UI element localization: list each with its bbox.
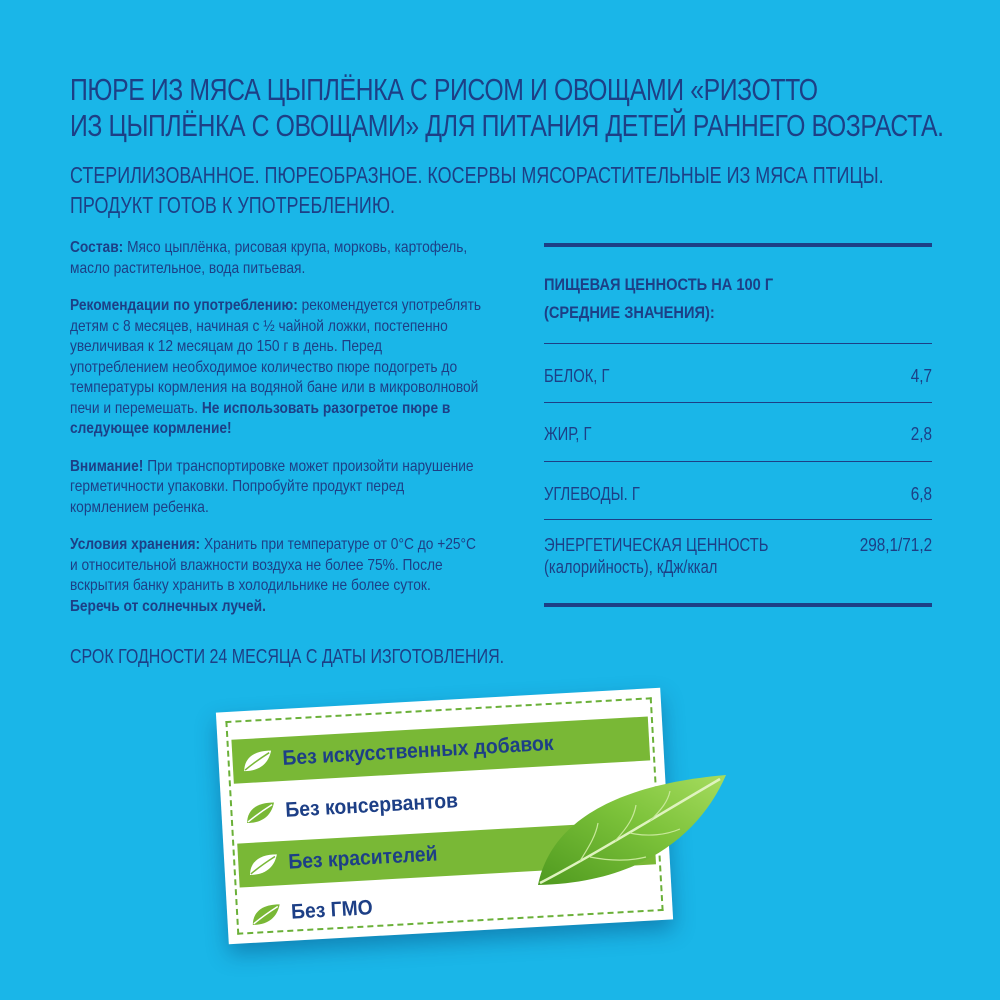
recommendations-text-5: температуры кормления на водяной бане или в микроволновой — [70, 379, 479, 396]
product-title — [70, 72, 950, 144]
recommendations-text-4: употреблением необходимое количество пюре подогреть до — [70, 358, 458, 376]
badge-text: Без красителей — [287, 842, 439, 874]
recommendations-text-2: детям с 8 месяцев, начиная с ½ чайной ложки, постепенно — [70, 317, 448, 335]
shelf-life-text: СРОК ГОДНОСТИ 24 МЕСЯЦА С ДАТЫ ИЗГОТОВЛЕНИЯ. — [70, 646, 505, 668]
badge-text: Без консервантов — [284, 789, 459, 822]
nutrition-value: 4,7 — [910, 366, 932, 386]
nutrition-label: ЖИР, Г — [544, 424, 592, 444]
nutrition-heading-2: (СРЕДНИЕ ЗНАЧЕНИЯ): — [544, 303, 715, 322]
nutrition-value: 298,1/71,2 — [859, 535, 932, 555]
shelf-life — [70, 644, 530, 670]
product-info — [70, 238, 515, 634]
title-line-1: ПЮРЕ ИЗ МЯСА ЦЫПЛЁНКА С РИСОМ И ОВОЩАМИ «РИЗОТТО — [70, 72, 818, 107]
title-line-2: ИЗ ЦЫПЛЁНКА С ОВОЩАМИ» ДЛЯ ПИТАНИЯ ДЕТЕЙ РАННЕГО ВОЗРАСТА. — [70, 108, 944, 143]
storage-warning: Беречь от солнечных лучей. — [70, 597, 266, 615]
leaf-icon — [237, 841, 289, 888]
nutrition-table — [544, 243, 932, 607]
badge-text: Без ГМО — [290, 896, 374, 924]
subtitle-line-2: ПРОДУКТ ГОТОВ К УПОТРЕБЛЕНИЮ. — [70, 192, 395, 218]
storage-text-3: вскрытия банку хранить в холодильнике не более суток. — [70, 577, 431, 594]
storage-text-2: и относительной влажности воздуха не более 75%. После — [70, 556, 443, 574]
warning-block — [70, 457, 515, 519]
nutrition-row-protein — [544, 343, 932, 402]
recommendations-text-6: печи и перемешать. — [70, 399, 199, 417]
composition-label: Состав: — [70, 239, 124, 256]
leaf-icon — [231, 737, 283, 784]
recommendations-warning-2: следующее кормление! — [70, 420, 232, 437]
recommendations-text-3: увеличивая к 12 месяцам до 150 г в день. Перед — [70, 338, 383, 355]
warning-text-1: При транспортировке может произойти нарушение — [143, 457, 474, 475]
leaf-icon — [240, 891, 292, 938]
nutrition-row-fat — [544, 402, 932, 461]
storage-block — [70, 535, 515, 617]
nutrition-row-carbs — [544, 461, 932, 520]
product-subtitle — [70, 160, 950, 220]
composition-block — [70, 238, 515, 279]
storage-label: Условия хранения: — [70, 536, 201, 553]
nutrition-row-energy — [544, 519, 932, 604]
nutrition-label-units: (калорийность), кДж/ккал — [544, 557, 718, 577]
subtitle-line-1: СТЕРИЛИЗОВАННОЕ. ПЮРЕОБРАЗНОЕ. КОСЕРВЫ МЯСОРАСТИТЕЛЬНЫЕ ИЗ МЯСА ПТИЦЫ. — [70, 162, 884, 188]
recommendations-text-1: рекомендуется употреблять — [297, 297, 482, 314]
warning-label: Внимание! — [70, 457, 144, 475]
recommendations-warning-1: Не использовать разогретое пюре в — [198, 399, 451, 417]
storage-text-1: Хранить при температуре от 0°С до +25°С — [200, 536, 477, 553]
nutrition-label: БЕЛОК, Г — [544, 366, 610, 386]
recommendations-label: Рекомендации по употреблению: — [70, 297, 298, 314]
nutrition-heading-1: ПИЩЕВАЯ ЦЕННОСТЬ НА 100 Г — [544, 275, 774, 294]
warning-text-3: кормлением ребенка. — [70, 498, 209, 516]
big-leaf-icon — [530, 765, 730, 900]
warning-text-2: герметичности упаковки. Попробуйте продукт перед — [70, 478, 405, 495]
badge-text: Без искусственных добавок — [281, 731, 555, 770]
nutrition-value: 6,8 — [910, 484, 932, 504]
leaf-icon — [234, 789, 286, 836]
nutrition-heading — [544, 271, 932, 327]
recommendations-block — [70, 296, 515, 440]
nutrition-label: УГЛЕВОДЫ. Г — [544, 484, 640, 504]
nutrition-value: 2,8 — [910, 424, 932, 444]
composition-text-1: Мясо цыплёнка, рисовая крупа, морковь, картофель, — [123, 239, 468, 256]
nutrition-label: ЭНЕРГЕТИЧЕСКАЯ ЦЕННОСТЬ — [544, 535, 769, 555]
composition-text-2: масло растительное, вода питьевая. — [70, 259, 306, 277]
